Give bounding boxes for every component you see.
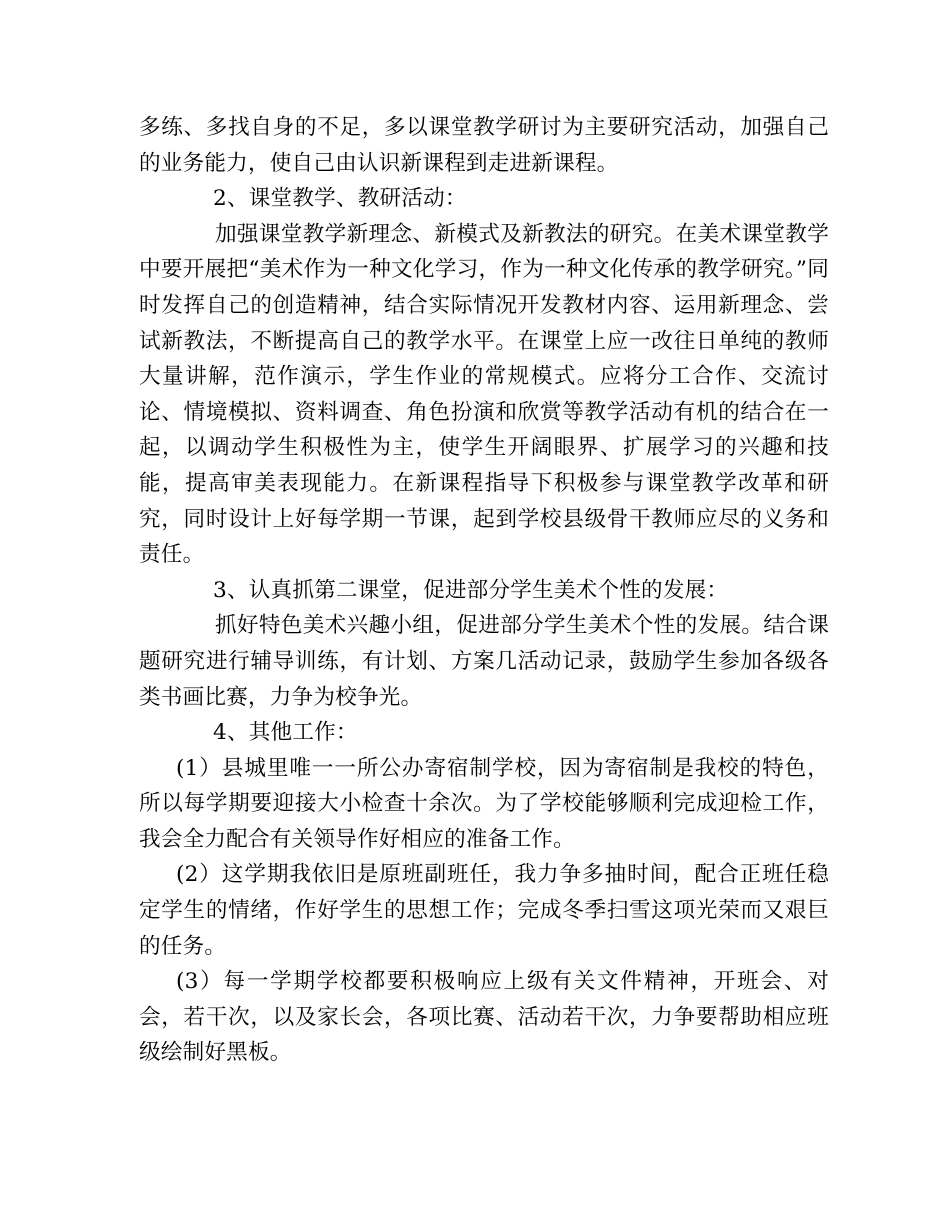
section-heading-second-classroom: 3、认真抓第二课堂，促进部分学生美术个性的发展：	[213, 577, 729, 603]
paragraph-second-classroom: 抓好特色美术兴趣小组，促进部分学生美术个性的发展。结合课题研究进行辅导训练，有计划、方案几活动记录，鼓励学生参加各级各类书画比赛，力争为校争光。	[139, 613, 829, 710]
section-heading-other-work: 4、其他工作：	[213, 720, 358, 746]
section-heading-classroom-teaching: 2、课堂教学、教研活动：	[213, 186, 467, 212]
list-item-other-work-2: (2）这学期我依旧是原班副班任，我力争多抽时间，配合正班任稳定学生的情绪，作好学生的思想工作；完成冬季扫雪这项光荣而又艰巨的任务。	[139, 862, 829, 959]
paragraph-continuation: 多练、多找自身的不足，多以课堂教学研讨为主要研究活动，加强自己的业务能力，使自己由认识新课程到走进新课程。	[139, 115, 829, 176]
document-body	[139, 110, 829, 1071]
paragraph-classroom-teaching: 加强课堂教学新理念、新模式及新教法的研究。在美术课堂教学中要开展把“美术作为一种文化学习，作为一种文化传承的教学研究。”同时发挥自己的创造精神，结合实际情况开发教材内容、运用新理念、尝试新教法，不断提高自己的教学水平。在课堂上应一改往日单纯的教师大量讲解，范作演示，学生作业的常规模式。应将分工合作、交流讨论、情境模拟、资料调查、角色扮演和欣赏等教学活动有机的结合在一起，以调动学生积极性为主，使学生开阔眼界、扩展学习的兴趣和技能，提高审美表现能力。在新课程指导下积极参与课堂教学改革和研究，同时设计上好每学期一节课，起到学校县级骨干教师应尽的义务和责任。	[139, 221, 829, 568]
list-item-other-work-1: (1）县城里唯一一所公办寄宿制学校，因为寄宿制是我校的特色，所以每学期要迎接大小检查十余次。为了学校能够顺利完成迎检工作，我会全力配合有关领导作好相应的准备工作。	[139, 755, 829, 852]
list-item-other-work-3: (3）每一学期学校都要积极响应上级有关文件精神，开班会、对会，若干次，以及家长会，各项比赛、活动若干次，力争要帮助相应班级绘制好黑板。	[139, 969, 829, 1066]
